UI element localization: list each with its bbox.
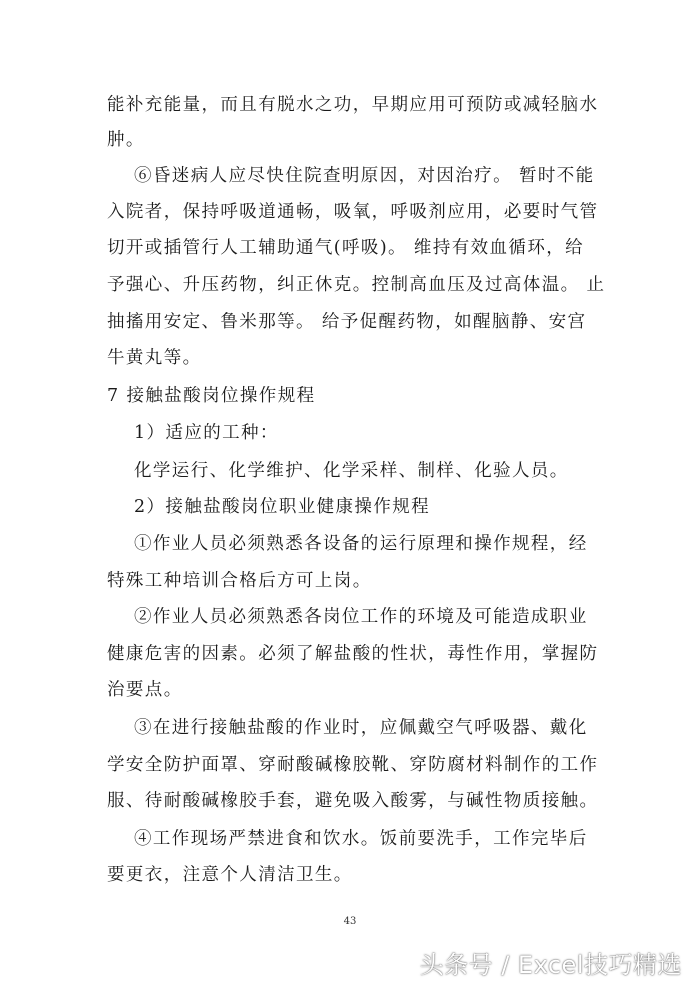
text-line: 治要点。: [107, 680, 183, 700]
watermark: 头条号 / Excel技巧精选: [419, 951, 682, 979]
text-line: ②作业人员必须熟悉各岗位工作的环境及可能造成职业: [134, 607, 588, 627]
text-line: 能补充能量，而且有脱水之功，早期应用可预防或减轻脑水: [107, 95, 599, 115]
text-line: ③在进行接触盐酸的作业时，应佩戴空气呼吸器、戴化: [134, 718, 588, 738]
text-line: 肿。: [107, 130, 145, 150]
subheading: 2）接触盐酸岗位职业健康操作规程: [134, 497, 431, 517]
text-line: 健康危害的因素。必须了解盐酸的性状，毒性作用，掌握防: [107, 644, 599, 664]
text-line: 要更衣，注意个人清洁卫生。: [107, 865, 353, 885]
text-line: 予强心、升压药物，纠正休克。控制高血压及过高体温。 止: [107, 275, 606, 295]
page-number: 43: [343, 916, 357, 927]
subheading: 1）适应的工种：: [134, 423, 279, 443]
text-line: 化学运行、化学维护、化学采样、制样、化验人员。: [134, 461, 569, 481]
text-line: ⑥昏迷病人应尽快住院查明原因，对因治疗。 暂时不能: [134, 166, 595, 186]
text-line: 入院者，保持呼吸道通畅，吸氧，呼吸剂应用，必要时气管: [107, 202, 599, 222]
text-line: 切开或插管行人工辅助通气(呼吸)。 维持有效血循环，给: [107, 238, 585, 258]
text-line: 学安全防护面罩、穿耐酸碱橡胶靴、穿防腐材料制作的工作: [107, 755, 599, 775]
text-line: ④工作现场严禁进食和饮水。饭前要洗手，工作完毕后: [134, 829, 588, 849]
text-line: 特殊工种培训合格后方可上岗。: [107, 571, 372, 591]
text-line: ①作业人员必须熟悉各设备的运行原理和操作规程，经: [134, 534, 588, 554]
text-line: 牛黄丸等。: [107, 348, 202, 368]
text-line: 抽搐用安定、鲁米那等。 给予促醒药物，如醒脑静、安宫: [107, 312, 587, 332]
text-line: 服、待耐酸碱橡胶手套，避免吸入酸雾，与碱性物质接触。: [107, 791, 599, 811]
section-heading: 7 接触盐酸岗位操作规程: [107, 386, 316, 406]
